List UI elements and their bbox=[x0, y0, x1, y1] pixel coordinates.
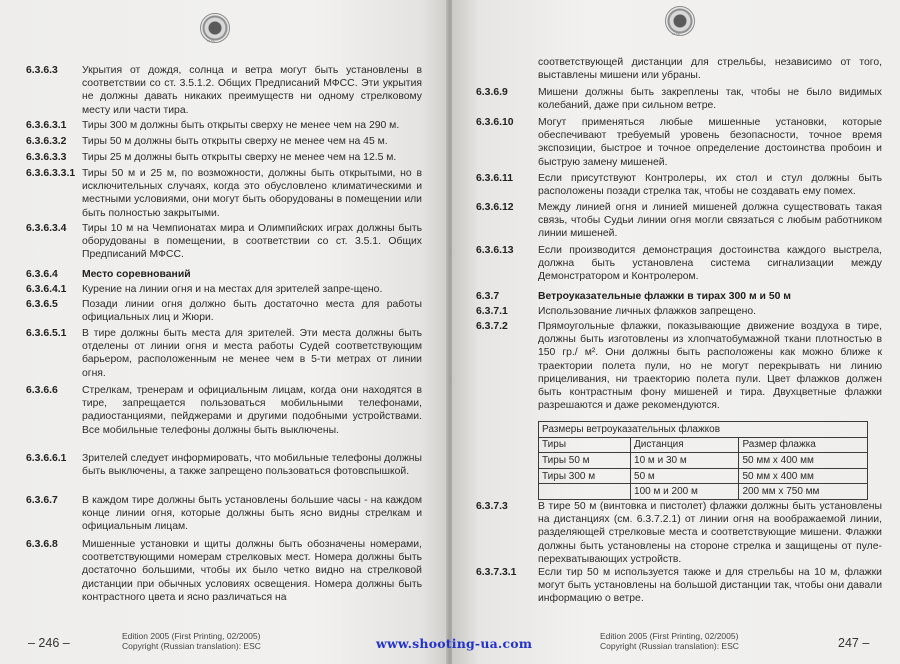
rule-text: Тиры 300 м должны быть открыты сверху не менее чем на 290 м. bbox=[82, 120, 400, 131]
table-row bbox=[539, 484, 868, 500]
rule-entry bbox=[26, 167, 422, 220]
column-header: Тиры bbox=[539, 437, 631, 453]
table-row bbox=[539, 468, 868, 484]
rule-number: 6.3.6.8 bbox=[26, 539, 58, 550]
rule-number: 6.3.7.3 bbox=[476, 501, 508, 512]
rule-number: 6.3.7 bbox=[476, 291, 500, 302]
rule-entry bbox=[476, 320, 882, 412]
table-cell: 100 м и 200 м bbox=[631, 484, 739, 500]
rule-text: В тире должны быть места для зрителей. Эти места должны быть отделены от линии огня и места работы Судей соответствующим барьером, расположенным не менее чем в 5-ти метрах от линии огня. bbox=[82, 328, 422, 379]
flag-size-table bbox=[538, 421, 868, 500]
table-caption: Размеры ветроуказательных флажков bbox=[539, 422, 868, 438]
rule-text: Если тир 50 м используется также и для стрельбы на 10 м, флажки могут быть установлены на большой дистанции так, чтобы они давали информацию о ветре. bbox=[538, 567, 882, 605]
rule-entry bbox=[476, 305, 882, 318]
rule-text: Если присутствуют Контролеры, их стол и стул должны быть расположены позади стрелка так, чтобы не создавать ему помех. bbox=[538, 173, 882, 198]
rule-entry bbox=[476, 116, 882, 169]
rule-text: Прямоугольные флажки, показывающие движение воздуха в тире, должны быть изготовлены из хлопчатобумажной ткани плотностью в 150 гр./ м². Они должны быть расположены как можно ближе к траектории полета пули, но не могут перекрывать ни линию прицеливания, ни траекторию полета пули. Цвет флажков должен быть контрастным фону мишеней и тира. Двухцветные флажки разрешаются и даже рекомендуются. bbox=[538, 321, 882, 412]
rule-text: Курение на линии огня и на местах для зрителей запре-щено. bbox=[82, 284, 383, 295]
rule-number: 6.3.6.3.4 bbox=[26, 223, 67, 234]
rule-number: 6.3.6.3.3 bbox=[26, 152, 67, 163]
rule-number: 6.3.7.2 bbox=[476, 321, 508, 332]
rule-number: 6.3.6.5.1 bbox=[26, 328, 67, 339]
table-cell: Тиры 300 м bbox=[539, 468, 631, 484]
rule-text: Использование личных флажков запрещено. bbox=[538, 306, 757, 317]
column-header: Размер флажка bbox=[739, 437, 868, 453]
rule-text: Могут применяться любые мишенные установки, которые обеспечивают требуемый уровень безопасности, точное время экспозиции, быстрое и точное определение достоинства пробоин и быструю замену мишеней. bbox=[538, 117, 882, 168]
edition-line: Edition 2005 (First Printing, 02/2005) bbox=[600, 631, 739, 641]
rule-number: 6.3.6.7 bbox=[26, 495, 58, 506]
table-cell: 50 м bbox=[631, 468, 739, 484]
rule-text: Место соревнований bbox=[82, 269, 191, 280]
right-page bbox=[452, 0, 900, 664]
section-heading bbox=[476, 290, 882, 303]
rule-entry bbox=[26, 384, 422, 437]
rule-text: Зрителей следует информировать, что мобильные телефоны должны быть выключены, а также запрещено пользоваться фотовспышкой. bbox=[82, 453, 422, 478]
copyright-line: Copyright (Russian translation): ESC bbox=[122, 641, 261, 651]
table-row bbox=[539, 453, 868, 469]
rule-entry bbox=[476, 244, 882, 284]
emblem-caption: ISSF bbox=[672, 32, 681, 36]
table-cell: 10 м и 30 м bbox=[631, 453, 739, 469]
rule-entry bbox=[26, 64, 422, 117]
rule-text: Ветроуказательные флажки в тирах 300 м и 50 м bbox=[538, 291, 791, 302]
table-cell: 50 мм х 400 мм bbox=[739, 468, 868, 484]
rule-entry bbox=[476, 86, 882, 112]
rule-entry bbox=[26, 222, 422, 262]
rule-entry bbox=[26, 119, 422, 132]
rule-number: 6.3.6.10 bbox=[476, 117, 514, 128]
column-header: Дистанция bbox=[631, 437, 739, 453]
edition-note bbox=[122, 631, 261, 651]
table-cell: Тиры 50 м bbox=[539, 453, 631, 469]
rule-text: Тиры 25 м должны быть открыты сверху не менее чем на 12.5 м. bbox=[82, 152, 397, 163]
table-cell bbox=[539, 484, 631, 500]
rule-entry bbox=[476, 566, 882, 606]
rule-number: 6.3.6.4 bbox=[26, 269, 58, 280]
rule-text: Между линией огня и линией мишеней должна существовать такая связь, чтобы Судьи линии огня могли связаться с любым работником линии мишеней. bbox=[538, 202, 882, 240]
emblem-caption: ISSF bbox=[207, 39, 216, 43]
rule-entry bbox=[476, 172, 882, 198]
rule-number: 6.3.6.4.1 bbox=[26, 284, 67, 295]
edition-note bbox=[600, 631, 739, 651]
table-caption-row bbox=[539, 422, 868, 438]
rule-number: 6.3.6.3.1 bbox=[26, 120, 67, 131]
rule-text: Мишенные установки и щиты должны быть обозначены номерами, соответствующими номерам стрелковых мест. Номера должны быть достаточно большими, чтобы их было четко видно на стрелковой дистанции при обычных условиях освещения. Номера должны быть контрастного цвета и ясно различаться на bbox=[82, 539, 422, 603]
rule-text: В тире 50 м (винтовка и пистолет) флажки должны быть установлены на дистанциях (см. 6.3.7.2.1) от линии огня на воображаемой линии, разделяющей стрелковые места и соответствующие мишени. Флажки должны быть установлены на стороне стрелка и защищены от пулеперехватывающих устройств. bbox=[538, 501, 882, 565]
rule-entry bbox=[476, 201, 882, 241]
rule-entry bbox=[26, 327, 422, 380]
table-header-row bbox=[539, 437, 868, 453]
continuation-text: соответствующей дистанции для стрельбы, независимо от того, выставлены мишени или убраны. bbox=[538, 57, 882, 82]
left-page bbox=[0, 0, 448, 664]
rule-number: 6.3.6.3 bbox=[26, 65, 58, 76]
table-cell: 200 мм х 750 мм bbox=[739, 484, 868, 500]
rule-number: 6.3.6.6.1 bbox=[26, 453, 67, 464]
rule-text: В каждом тире должны быть установлены большие часы - на каждом конце линии огня, которые должны быть ясно видны стрелкам и официальным лицам. bbox=[82, 495, 422, 533]
rule-entry bbox=[26, 452, 422, 478]
rule-number: 6.3.6.5 bbox=[26, 299, 58, 310]
watermark-link[interactable]: www.shooting-ua.com bbox=[376, 636, 533, 651]
rule-number: 6.3.6.3.2 bbox=[26, 136, 67, 147]
rule-entry bbox=[26, 283, 422, 296]
rule-number: 6.3.6.6 bbox=[26, 385, 58, 396]
rule-number: 6.3.7.1 bbox=[476, 306, 508, 317]
rule-number: 6.3.7.3.1 bbox=[476, 567, 517, 578]
rule-text: Тиры 50 м и 25 м, по возможности, должны быть открытыми, но в исключительных случаях, когда это обусловлено климатическими и местными условиями, они могут быть оборудованы в помещении или быть полностью закрытыми. bbox=[82, 168, 422, 219]
rule-number: 6.3.6.11 bbox=[476, 173, 513, 184]
rule-text: Мишени должны быть закреплены так, чтобы не было видимых колебаний, даже при сильном ветре. bbox=[538, 87, 882, 112]
rule-entry bbox=[476, 500, 882, 566]
rule-number: 6.3.6.13 bbox=[476, 245, 514, 256]
rule-entry bbox=[26, 494, 422, 534]
section-heading bbox=[26, 268, 422, 281]
rule-entry bbox=[26, 151, 422, 164]
page-number: 247 – bbox=[838, 636, 870, 650]
rule-number: 6.3.6.12 bbox=[476, 202, 514, 213]
rule-text: Если производится демонстрация достоинства каждого выстрела, должна быть установлена система сигнализации между Демонстратором и Контролером. bbox=[538, 245, 882, 283]
page-number: – 246 – bbox=[28, 636, 70, 650]
rule-text: Укрытия от дождя, солнца и ветра могут быть установлены в соответствии со ст. 3.5.1.2. Общих Предписаний МФСС. Эти укрытия не должны давать никаких преимуществ ни одному стрелковому месту или части тира. bbox=[82, 65, 422, 116]
rule-number: 6.3.6.9 bbox=[476, 87, 508, 98]
rule-text: Тиры 50 м должны быть открыты сверху не менее чем на 45 м. bbox=[82, 136, 388, 147]
rule-number: 6.3.6.3.3.1 bbox=[26, 168, 76, 179]
copyright-line: Copyright (Russian translation): ESC bbox=[600, 641, 739, 651]
rule-text: Тиры 10 м на Чемпионатах мира и Олимпийских играх должны быть оборудованы в помещении, в соответствии со ст. 3.5.1. Общих Предписаний МФСС. bbox=[82, 223, 422, 261]
table-cell: 50 мм х 400 мм bbox=[739, 453, 868, 469]
rule-entry bbox=[26, 135, 422, 148]
rule-entry bbox=[26, 298, 422, 324]
rule-text: Позади линии огня должно быть достаточно места для работы официальных лиц и Жюри. bbox=[82, 299, 422, 324]
rule-entry bbox=[26, 538, 422, 604]
rule-text: Стрелкам, тренерам и официальным лицам, когда они находятся в тире, запрещается пользоваться мобильными телефонами, радиостанциями, пейджерами и другими подобными устройствами. Все мобильные телефоны должны быть выключены. bbox=[82, 385, 422, 436]
edition-line: Edition 2005 (First Printing, 02/2005) bbox=[122, 631, 261, 641]
